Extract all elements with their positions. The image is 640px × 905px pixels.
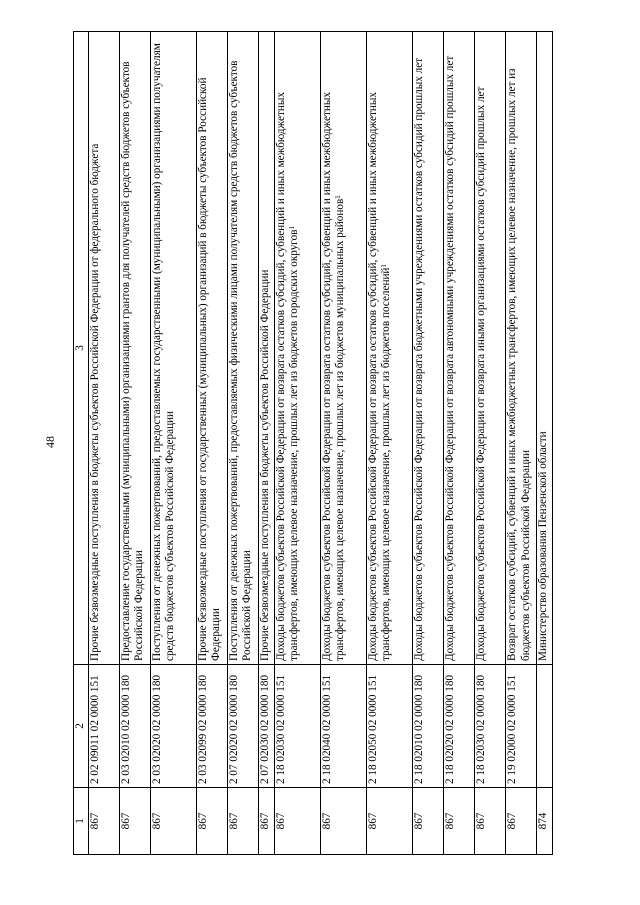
table-row	[274, 32, 320, 855]
table-header-row	[74, 32, 89, 855]
budget-code-cell: 2 03 02020 02 0000 180	[150, 665, 196, 788]
header-col-3: 3	[74, 32, 89, 665]
description-cell	[88, 32, 119, 665]
description-cell	[320, 32, 366, 665]
rotated-table-container	[73, 32, 553, 855]
admin-code-cell: 867	[227, 788, 258, 855]
table-row	[475, 32, 506, 855]
budget-code-cell: 2 18 02010 02 0000 180	[412, 665, 443, 788]
description-cell	[366, 32, 412, 665]
budget-code-cell: 2 07 02020 02 0000 180	[227, 665, 258, 788]
table-row	[259, 32, 275, 855]
footnote-mark: 1	[334, 195, 343, 199]
budget-code-cell: 2 18 02020 02 0000 180	[444, 665, 475, 788]
table-row	[150, 32, 196, 855]
budget-code-cell: 2 02 09011 02 0000 151	[88, 665, 119, 788]
description-cell	[196, 32, 227, 665]
budget-code-cell: 2 07 02030 02 0000 180	[259, 665, 275, 788]
table-row	[227, 32, 258, 855]
description-text: Поступления от денежных пожертвований, предоставляемых физическими лицами получателям средств бюджетов субъектов Российской Федерации	[227, 60, 254, 661]
admin-code-cell: 867	[88, 788, 119, 855]
budget-code-cell: 2 03 02099 02 0000 180	[196, 665, 227, 788]
description-cell	[506, 32, 537, 665]
revenue-codes-table	[73, 31, 553, 855]
table-row	[412, 32, 443, 855]
table-row	[88, 32, 119, 855]
budget-code-cell: 2 03 02010 02 0000 180	[119, 665, 150, 788]
table-row	[196, 32, 227, 855]
description-text: Прочие безвозмездные поступления от государственных (муниципальных) организаций в бюджеты субъектов Российской Федерации	[196, 77, 223, 661]
budget-code-cell: 2 18 02050 02 0000 151	[366, 665, 412, 788]
table-row	[444, 32, 475, 855]
description-cell	[150, 32, 196, 665]
budget-code-cell	[537, 665, 553, 788]
table-row	[320, 32, 366, 855]
budget-code-cell: 2 18 02030 02 0000 151	[274, 665, 320, 788]
header-col-2: 2	[74, 665, 89, 788]
description-cell	[274, 32, 320, 665]
description-cell	[119, 32, 150, 665]
admin-code-cell: 867	[274, 788, 320, 855]
description-text: Доходы бюджетов субъектов Российской Федерации от возврата остатков субсидий, субвенций и иных межбюджетных трансфертов, имеющих целевое назначение, прошлых лет из бюджетов городских округов	[274, 92, 301, 661]
table-row	[537, 32, 553, 855]
description-text: Прочие безвозмездные поступления в бюджеты субъектов Российской Федерации от федерального бюджета	[88, 143, 101, 661]
admin-code-cell: 867	[150, 788, 196, 855]
footnote-mark: 1	[288, 226, 297, 230]
description-text: Прочие безвозмездные поступления в бюджеты субъектов Российской Федерации	[259, 269, 272, 661]
table-row	[366, 32, 412, 855]
description-cell	[412, 32, 443, 665]
budget-code-cell: 2 18 02030 02 0000 180	[475, 665, 506, 788]
admin-code-cell: 867	[366, 788, 412, 855]
admin-code-cell: 867	[475, 788, 506, 855]
admin-code-cell: 867	[412, 788, 443, 855]
description-text: Поступления от денежных пожертвований, предоставляемых государственными (муниципальными) организациями получателям средств бюджетов субъектов Российской Федерации	[150, 43, 177, 661]
budget-code-cell: 2 18 02040 02 0000 151	[320, 665, 366, 788]
description-cell	[259, 32, 275, 665]
admin-code-cell: 867	[320, 788, 366, 855]
description-text: Доходы бюджетов субъектов Российской Федерации от возврата иными организациями остатков субсидий прошлых лет	[475, 86, 488, 661]
budget-code-cell: 2 19 02000 02 0000 151	[506, 665, 537, 788]
admin-code-cell: 867	[506, 788, 537, 855]
description-text: Возврат остатков субсидий, субвенций и иных межбюджетных трансфертов, имеющих целевое назначение, прошлых лет из бюджетов субъектов Российской Федерации	[506, 68, 532, 661]
admin-code-cell: 867	[119, 788, 150, 855]
description-cell	[475, 32, 506, 665]
description-cell	[444, 32, 475, 665]
description-text: Доходы бюджетов субъектов Российской Федерации от возврата остатков субсидий, субвенций и иных межбюджетных трансфертов, имеющих целевое назначение, прошлых лет из бюджетов поселений	[366, 92, 393, 661]
admin-code-cell: 867	[196, 788, 227, 855]
description-text: Министерство образования Пензенской области	[537, 431, 550, 661]
page-number: 48	[43, 436, 57, 448]
admin-code-cell: 867	[444, 788, 475, 855]
description-text: Доходы бюджетов субъектов Российской Федерации от возврата автономными учреждениями остатков субсидий прошлых лет	[444, 55, 457, 661]
description-text: Доходы бюджетов субъектов Российской Федерации от возврата остатков субсидий, субвенций и иных межбюджетных трансфертов, имеющих целевое назначение, прошлых лет из бюджетов муниципальных районов	[320, 92, 347, 661]
description-text: Предоставление государственными (муниципальными) организациями грантов для получателей средств бюджетов субъектов Российской Федерации	[119, 61, 146, 661]
description-cell	[537, 32, 553, 665]
description-text: Доходы бюджетов субъектов Российской Федерации от возврата бюджетными учреждениями остатков субсидий прошлых лет	[412, 57, 425, 661]
description-cell	[227, 32, 258, 665]
admin-code-cell: 874	[537, 788, 553, 855]
header-col-1: 1	[74, 788, 89, 855]
table-row	[119, 32, 150, 855]
footnote-mark: 1	[380, 264, 389, 268]
admin-code-cell: 867	[259, 788, 275, 855]
table-row	[506, 32, 537, 855]
